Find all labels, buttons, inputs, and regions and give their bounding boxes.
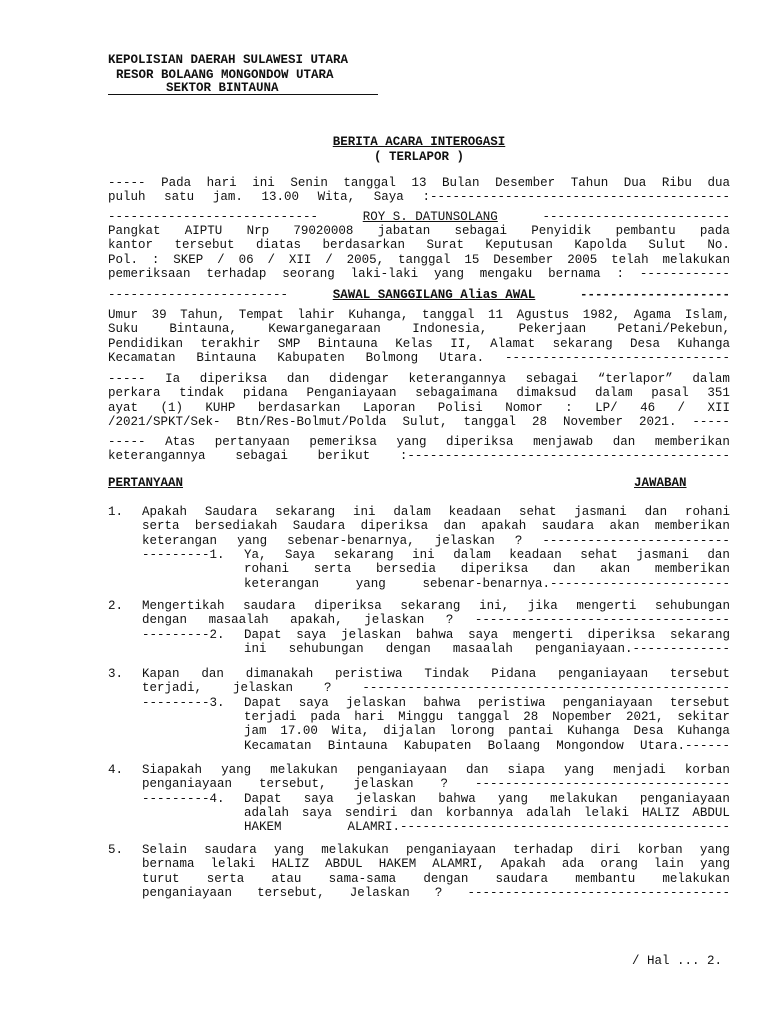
subject-detail: Suku Bintauna, Kewarganegaraan Indonesia, Pekerjaan Petani/Pekebun, [108, 322, 730, 337]
question-number: 1. [108, 505, 124, 519]
question-number: 5. [108, 843, 124, 857]
status-line: ----- Ia diperiksa dan didengar keterangannya sebagai “terlapor” dalam [108, 372, 730, 386]
question-text: keterangan yang sebenar-benarnya, jelaskan ? ------------------------- [142, 533, 730, 548]
investigator-detail: Pangkat AIPTU Nrp 79020008 jabatan sebagai Penyidik pembantu pada [108, 224, 730, 238]
question-text: dengan masaalah apakah, jelaskan ? ---------------------------------- [142, 613, 730, 628]
answer-text: Dapat saya jelaskan bahwa peristiwa penganiayaan tersebut [244, 695, 730, 710]
answer-text: ini sehubungan dengan masaalah penganiayaan.------------- [244, 641, 730, 656]
answer-text: jam 17.00 Wita, dijalan lorong pantai Kuhanga Desa Kuhanga [244, 724, 730, 739]
question-text: Kapan dan dimanakah peristiwa Tindak Pidana penganiayaan tersebut [142, 667, 730, 681]
column-answer-header: JAWABAN [634, 476, 687, 490]
intro-line: puluh satu jam. 13.00 Wita, Saya :---------------------------------------- [108, 190, 730, 205]
subject-line-name: SAWAL SANGGILANG Alias AWAL [332, 288, 536, 302]
answer-intro-line: keterangannya sebagai berikut :------------------------------------------- [108, 449, 730, 464]
subject-detail: Umur 39 Tahun, Tempat lahir Kuhanga, tanggal 11 Agustus 1982, Agama Islam, [108, 308, 730, 322]
document-subtitle: ( TERLAPOR ) [373, 150, 464, 164]
answer-text: Dapat saya jelaskan bahwa yang melakukan penganiayaan [244, 791, 730, 806]
answer-text: Dapat saya jelaskan bahwa saya mengerti diperiksa sekarang [244, 627, 730, 642]
answer-intro-line: ----- Atas pertanyaan pemeriksa yang diperiksa menjawab dan memberikan [108, 435, 730, 449]
question-number: 2. [108, 599, 124, 613]
investigator-detail: Pol. : SKEP / 06 / XII / 2005, tanggal 15 Desember 2005 telah melakukan [108, 252, 730, 267]
question-text: Apakah Saudara sekarang ini dalam keadaan sehat jasmani dan rohani [142, 505, 730, 519]
subject-detail: Kecamatan Bintauna Kabupaten Bolmong Utara. ------------------------------ [108, 350, 730, 365]
subject-detail: Pendidikan terakhir SMP Bintauna Kelas II, Alamat sekarang Desa Kuhanga [108, 336, 730, 351]
header-sector: SEKTOR BINTAUNA [166, 81, 279, 95]
page-continuation: / Hal ... 2. [632, 954, 723, 968]
investigator-detail: pemeriksaan terhadap seorang laki-laki yang mengaku bernama : ------------ [108, 266, 730, 281]
answer-number: ---------2. [142, 627, 225, 642]
question-text: bernama lelaki HALIZ ABDUL HAKEM ALAMRI, Apakah ada orang lain yang [142, 857, 730, 872]
answer-text: Kecamatan Bintauna Kabupaten Bolaang Mongondow Utara.------ [244, 738, 730, 753]
status-line: /2021/SPKT/Sek- Btn/Res-Bolmut/Polda Sulut, tanggal 28 November 2021. ----- [108, 414, 730, 429]
question-text: Siapakah yang melakukan penganiayaan dan siapa yang menjadi korban [142, 763, 730, 777]
investigator-line: ---------------------------- ROY S. DATUNSOLANG ------------------------- [108, 210, 730, 224]
answer-text: adalah saya sendiri dan korbannya adalah lelaki HALIZ ABDUL [244, 805, 730, 820]
intro-line: ----- Pada hari ini Senin tanggal 13 Bulan Desember Tahun Dua Ribu dua [108, 176, 730, 190]
header-divider [108, 94, 378, 95]
answer-number: ---------3. [142, 695, 225, 710]
answer-number: ---------1. [142, 547, 225, 562]
status-line: ayat (1) KUHP berdasarkan Laporan Polisi Nomor : LP/ 46 / XII [108, 400, 730, 415]
answer-text: HAKEM ALAMRI.-------------------------------------------- [244, 820, 730, 835]
status-line: perkara tindak pidana Penganiayaan sebagaimana dimaksud dalam pasal 351 [108, 386, 730, 401]
answer-text: keterangan yang sebenar-benarnya.------------------------ [244, 576, 730, 591]
header-resort: RESOR BOLAANG MONGONDOW UTARA [116, 68, 334, 82]
answer-text: rohani serta bersedia diperiksa dan akan memberikan [244, 562, 730, 577]
question-text: Selain saudara yang melakukan penganiayaan terhadap diri korban yang [142, 843, 730, 857]
subject-line: ------------------------ SAWAL SANGGILANG Alias AWAL -------------------- [108, 288, 730, 302]
answer-number: ---------4. [142, 791, 225, 806]
answer-text: Ya, Saya sekarang ini dalam keadaan sehat jasmani dan [244, 547, 730, 562]
question-text: terjadi, jelaskan ? ------------------------------------------------- [142, 681, 730, 696]
document-title: BERITA ACARA INTEROGASI [332, 135, 506, 149]
question-text: Mengertikah saudara diperiksa sekarang ini, jika mengerti sehubungan [142, 599, 730, 613]
question-number: 4. [108, 763, 124, 777]
investigator-detail: kantor tersebut diatas berdasarkan Surat Keputusan Kapolda Sulut No. [108, 238, 730, 253]
answer-text: terjadi pada hari Minggu tanggal 28 Nopember 2021, sekitar [244, 709, 730, 724]
header-agency: KEPOLISIAN DAERAH SULAWESI UTARA [108, 53, 349, 67]
question-text: penganiayaan tersebut, jelaskan ? ---------------------------------- [142, 777, 730, 792]
question-text: turut serta atau sama-sama dengan saudara membantu melakukan [142, 871, 730, 886]
question-number: 3. [108, 667, 124, 681]
question-text: penganiayaan tersebut, Jelaskan ? ----------------------------------- [142, 885, 730, 900]
investigator-line-name: ROY S. DATUNSOLANG [362, 210, 498, 224]
question-text: serta bersediakah Saudara diperiksa dan apakah saudara akan memberikan [142, 519, 730, 534]
column-question-header: PERTANYAAN [108, 476, 184, 490]
